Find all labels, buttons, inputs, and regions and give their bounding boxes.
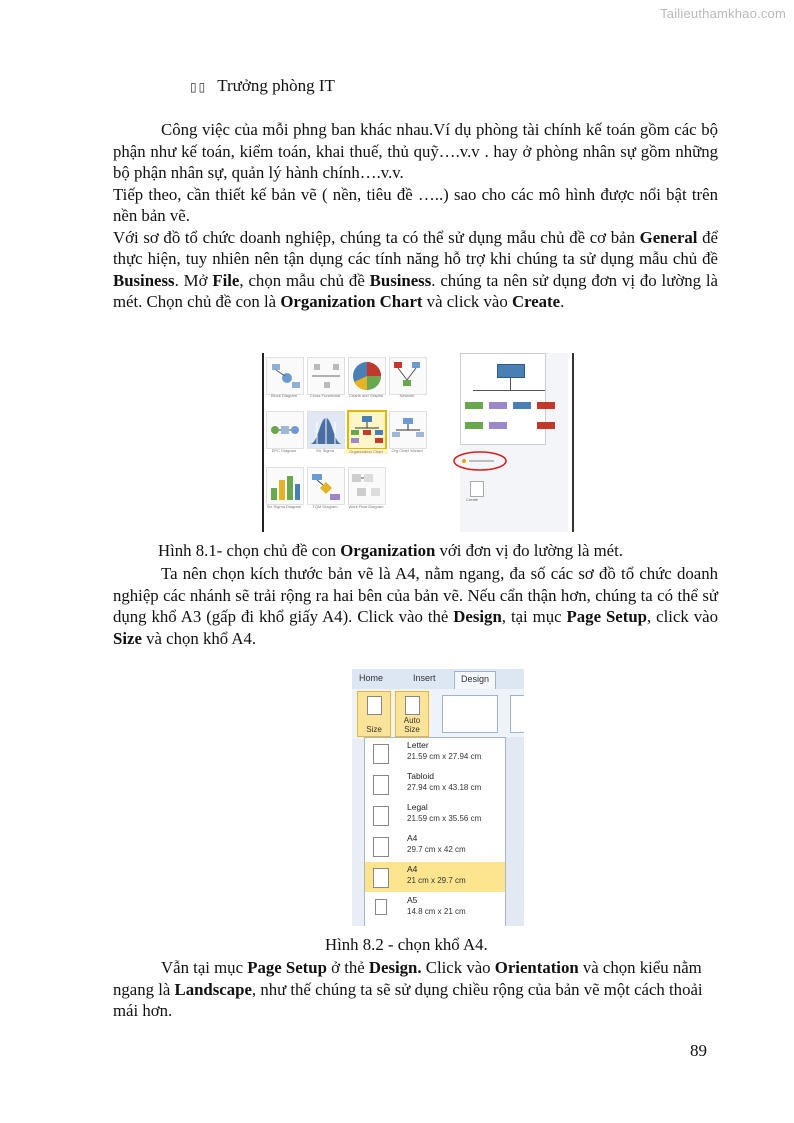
p3-text-2: để thực hiện, tuy nhiên nên tận dụng các tính năng hỗ trợ khi chúng ta sử dụng mẫu chủ đề bbox=[113, 227, 718, 268]
auto-size-button[interactable] bbox=[395, 691, 429, 737]
page-icon bbox=[367, 696, 382, 715]
template-thumb bbox=[266, 467, 304, 505]
page-icon bbox=[373, 744, 389, 764]
size-option-a4-landscape[interactable] bbox=[365, 831, 505, 861]
ribbon bbox=[352, 689, 524, 739]
size-option-a5[interactable] bbox=[365, 893, 505, 923]
p4-bold-page-setup: Page Setup bbox=[566, 607, 648, 626]
p5-text-2: ở thẻ bbox=[326, 958, 369, 977]
p5-bold-design: Design. bbox=[368, 958, 422, 977]
pie-chart-icon bbox=[349, 358, 385, 394]
paragraph-1: Công việc của mỗi phng ban khác nhau.Ví dụ phòng tài chính kế toán gồm các bộ phận như kế toán, kiểm toán, khai thuế, thủ quỹ….v.v . hay ở phòng nhân sự gồm những bộ phận nhân sự, quản lý hành chính….v.v. bbox=[113, 120, 718, 182]
p5-text-1: Vẫn tại mục bbox=[161, 958, 248, 977]
template-label: TQM Diagram bbox=[312, 504, 338, 509]
template-label: Six Sigma Diagram bbox=[266, 504, 302, 509]
size-dims: 21 cm x 29.7 cm bbox=[407, 876, 466, 885]
bullet-item bbox=[190, 76, 335, 96]
body-text-middle bbox=[113, 563, 718, 649]
template-label: Org Chart Wizard bbox=[391, 448, 423, 453]
bell-curve-icon bbox=[308, 412, 344, 448]
p3-text-3: . Mở bbox=[174, 270, 213, 290]
tab-design[interactable]: Design bbox=[454, 671, 496, 689]
template-label: Charts and Graphs bbox=[349, 393, 383, 398]
p5-text-5: , như thế chúng ta sẽ sử dụng chiều rộng của bản vẽ một cách thoải mái hơn. bbox=[113, 979, 703, 1020]
body-text-top bbox=[113, 119, 718, 313]
p5-bold-orientation: Orientation bbox=[494, 958, 579, 977]
tqm-icon bbox=[308, 468, 344, 504]
p5-text-3: Click vào bbox=[421, 958, 495, 977]
page-icon bbox=[373, 775, 389, 795]
template-thumb bbox=[307, 357, 345, 395]
p4-text-3: , click vào bbox=[647, 607, 718, 626]
bullet-text: Trưởng phòng IT bbox=[217, 76, 335, 95]
network-icon bbox=[390, 358, 426, 394]
paragraph-5 bbox=[113, 957, 718, 1022]
template-thumb bbox=[348, 357, 386, 395]
left-strip bbox=[352, 739, 364, 926]
template-label: Network bbox=[399, 393, 415, 398]
theme-preview-2[interactable] bbox=[510, 695, 524, 733]
p5-text-4: và chọn kiểu nằm ngang là bbox=[113, 958, 702, 999]
bullet-icon: ▯▯ bbox=[190, 80, 208, 94]
template-label: Cross-Functional bbox=[309, 393, 341, 398]
org-wizard-icon bbox=[390, 412, 426, 448]
body-text-bottom bbox=[113, 957, 718, 1022]
template-thumb bbox=[389, 411, 427, 449]
process-icon bbox=[267, 412, 303, 448]
p3-bold-create: Create bbox=[511, 292, 561, 311]
p3-text-4: , chọn mẫu chủ đề bbox=[239, 270, 370, 290]
p4-text-4: và chọn khổ A4. bbox=[141, 628, 257, 648]
template-label: Organization Chart bbox=[344, 449, 388, 454]
size-dims: 21.59 cm x 35.56 cm bbox=[407, 814, 482, 823]
size-option-legal[interactable] bbox=[365, 800, 505, 830]
create-label: Create bbox=[466, 497, 479, 502]
size-button[interactable] bbox=[357, 691, 391, 737]
size-dims: 14.8 cm x 21 cm bbox=[407, 907, 466, 916]
figure-8-2 bbox=[352, 669, 524, 926]
theme-preview[interactable] bbox=[442, 695, 498, 733]
template-thumb bbox=[307, 467, 345, 505]
size-button-label: Size bbox=[366, 725, 382, 734]
size-dims: 29.7 cm x 42 cm bbox=[407, 845, 466, 854]
size-name: Letter bbox=[407, 740, 429, 750]
size-dims: 21.59 cm x 27.94 cm bbox=[407, 752, 482, 761]
page-icon bbox=[373, 837, 389, 857]
org-chart-template-thumb[interactable] bbox=[347, 410, 387, 450]
caption1-bold: Organization bbox=[340, 541, 436, 560]
figure-caption-2: Hình 8.2 - chọn khổ A4. bbox=[325, 935, 488, 954]
figure-caption-1 bbox=[158, 541, 623, 561]
ribbon-tabs bbox=[352, 669, 524, 690]
paragraph-2: Tiếp theo, cần thiết kế bản vẽ ( nền, tiêu đề …..) sao cho các mô hình được nổi bật trên nền bản vẽ. bbox=[113, 184, 718, 225]
size-dims: 27.94 cm x 43.18 cm bbox=[407, 783, 482, 792]
template-label: EPC Diagram bbox=[271, 448, 297, 453]
p3-bold-general: General bbox=[639, 227, 698, 247]
size-name: A5 bbox=[407, 895, 418, 905]
p4-bold-design: Design bbox=[453, 607, 502, 626]
p4-bold-size: Size bbox=[113, 628, 142, 648]
page-icon bbox=[373, 806, 389, 826]
figure-8-1 bbox=[262, 353, 574, 532]
p3-text-5: . chúng ta nên sử dụng đơn vị đo lường là mét. Chọn chủ đề con là bbox=[113, 270, 718, 311]
create-icon[interactable] bbox=[470, 481, 484, 497]
size-option-tabloid[interactable] bbox=[365, 769, 505, 799]
bar-3d-icon bbox=[267, 468, 303, 504]
template-thumb bbox=[389, 357, 427, 395]
size-name: A4 bbox=[407, 833, 418, 843]
p5-bold-landscape: Landscape bbox=[174, 979, 252, 999]
p3-bold-file: File bbox=[212, 270, 240, 290]
size-name: Legal bbox=[407, 802, 428, 812]
preview-panel bbox=[460, 353, 568, 532]
p4-text-1: Ta nên chọn kích thước bản vẽ là A4, nằm ngang, đa số các sơ đồ tổ chức doanh nghiệp các nhánh sẽ trải rộng ra hai bên của bản vẽ. Nếu cẩn thận hơn, chúng ta có thể sử dụng khổ A3 (gấp đi khổ giấy A4). Click vào thẻ bbox=[113, 564, 718, 626]
size-name: Tabloid bbox=[407, 771, 434, 781]
p3-text-7: . bbox=[560, 292, 565, 311]
paragraph-4 bbox=[113, 563, 718, 649]
size-option-letter[interactable] bbox=[365, 738, 505, 768]
org-chart-preview bbox=[460, 353, 546, 445]
p3-bold-business: Business bbox=[113, 270, 175, 290]
p3-bold-business-2: Business bbox=[369, 270, 432, 290]
template-thumb bbox=[266, 357, 304, 395]
scrollbar[interactable] bbox=[505, 737, 524, 926]
tab-home[interactable]: Home bbox=[359, 673, 384, 683]
template-thumb bbox=[348, 467, 386, 505]
size-name: A4 bbox=[407, 864, 418, 874]
template-thumb bbox=[307, 411, 345, 449]
template-label: Six Sigma bbox=[315, 448, 334, 453]
auto-size-icon bbox=[405, 696, 420, 715]
size-option-a4-selected[interactable] bbox=[365, 862, 505, 892]
units-highlight-circle bbox=[452, 449, 512, 475]
template-thumb bbox=[266, 411, 304, 449]
paragraph-3 bbox=[113, 227, 718, 313]
template-label: Block Diagram bbox=[270, 393, 297, 398]
timeline-icon bbox=[308, 358, 344, 394]
tab-insert[interactable]: Insert bbox=[413, 673, 436, 683]
watermark: Tailieuthamkhao.com bbox=[660, 6, 786, 21]
p4-text-2: , tại mục bbox=[501, 607, 567, 626]
size-dropdown bbox=[364, 737, 506, 926]
org-chart-icon bbox=[349, 412, 385, 448]
caption1-text-2: với đơn vị đo lường là mét. bbox=[435, 541, 623, 560]
flowchart-icon bbox=[267, 358, 303, 394]
page-number: 89 bbox=[690, 1041, 707, 1060]
page-icon bbox=[375, 899, 387, 915]
p3-text-1: Với sơ đồ tổ chức doanh nghiệp, chúng ta có thể sử dụng mẫu chủ đề cơ bản bbox=[113, 227, 640, 247]
p5-bold-page-setup: Page Setup bbox=[247, 958, 327, 977]
p3-bold-org-chart: Organization Chart bbox=[280, 292, 423, 311]
auto-size-button-label: Auto Size bbox=[403, 716, 421, 734]
p3-text-6: và click vào bbox=[422, 292, 512, 311]
work-flow-icon bbox=[349, 468, 385, 504]
caption1-text-1: Hình 8.1- chọn chủ đề con bbox=[158, 541, 341, 560]
page-icon bbox=[373, 868, 389, 888]
template-label: Work Flow Diagram bbox=[348, 504, 384, 509]
